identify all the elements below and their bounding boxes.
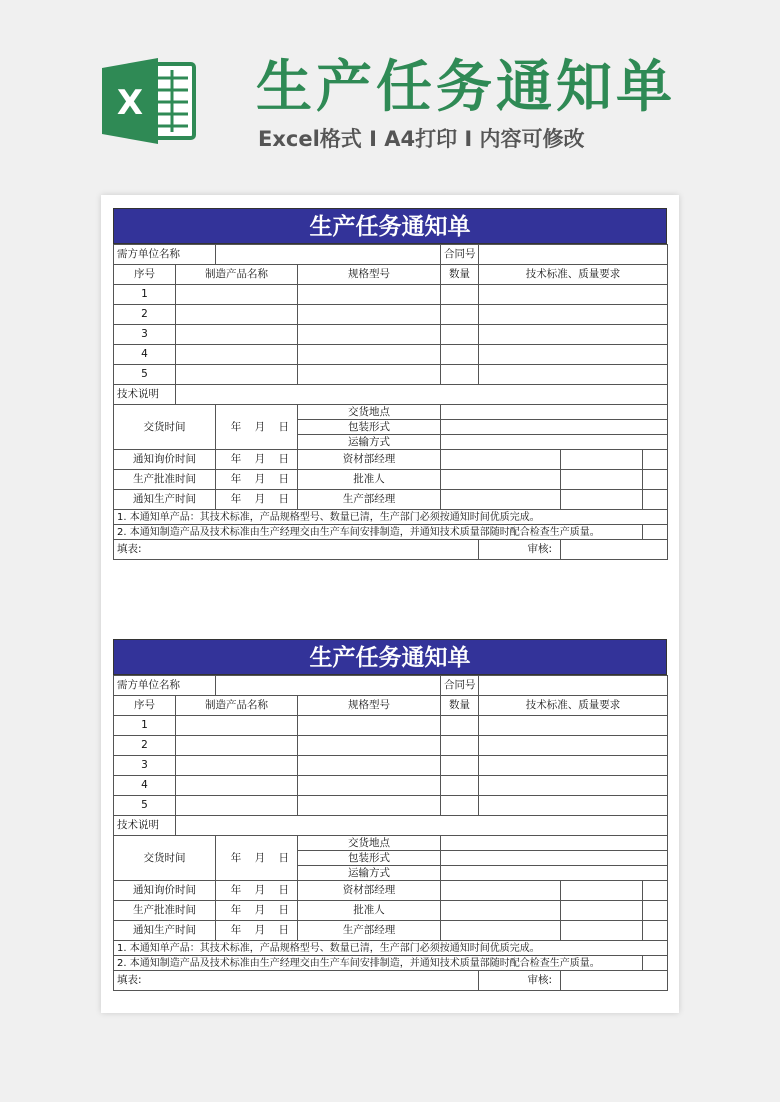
standard-cell[interactable]	[479, 325, 668, 345]
spec-cell[interactable]	[298, 776, 441, 796]
note-1: 1. 本通知单产品：其技术标准，产品规格型号、数量已清，生产部门必须按通知时间优质完成。	[114, 510, 668, 525]
production-manager-field-3[interactable]	[643, 921, 668, 941]
buyer-label: 需方单位名称	[114, 676, 216, 696]
product-cell[interactable]	[176, 365, 298, 385]
table-row	[114, 305, 668, 325]
day-label: 日	[278, 420, 289, 433]
excel-logo-letter: X	[116, 83, 144, 123]
day-label: 日	[278, 924, 289, 936]
day-label: 日	[278, 851, 289, 864]
reviewer-label: 审核:	[479, 971, 561, 991]
product-cell[interactable]	[176, 716, 298, 736]
row-number: 4	[114, 345, 176, 365]
day-label: 日	[278, 884, 289, 896]
buyer-label: 需方单位名称	[114, 245, 216, 265]
col-header-spec: 规格型号	[298, 265, 441, 285]
col-header-product: 制造产品名称	[176, 696, 298, 716]
form-title: 生产任务通知单	[113, 639, 667, 675]
production-manager-field-3[interactable]	[643, 490, 668, 510]
approver-label: 批准人	[298, 901, 441, 921]
table-row	[114, 716, 668, 736]
spec-cell[interactable]	[298, 345, 441, 365]
standard-cell[interactable]	[479, 345, 668, 365]
col-header-spec: 规格型号	[298, 696, 441, 716]
year-label: 年	[230, 420, 242, 433]
inquiry-date-field[interactable]	[216, 881, 298, 901]
tech-notes-label: 技术说明	[114, 816, 176, 836]
contract-field[interactable]	[479, 676, 668, 696]
qty-cell[interactable]	[441, 736, 479, 756]
approval-time-label: 生产批准时间	[114, 901, 216, 921]
production-manager-label: 生产部经理	[298, 490, 441, 510]
delivery-place-label: 交货地点	[298, 836, 441, 851]
delivery-date-field[interactable]	[216, 405, 298, 450]
buyer-field[interactable]	[216, 676, 441, 696]
qty-cell[interactable]	[441, 776, 479, 796]
packaging-field[interactable]	[441, 420, 668, 435]
tech-notes-field[interactable]	[176, 816, 668, 836]
material-manager-label: 资材部经理	[298, 881, 441, 901]
row-number: 3	[114, 325, 176, 345]
material-manager-field-2[interactable]	[561, 450, 643, 470]
note-2: 2. 本通知制造产品及技术标准由生产经理交由生产车间安排制造，并通知技术质量部随时配合检查生产质量。	[114, 525, 643, 540]
qty-cell[interactable]	[441, 796, 479, 816]
excel-logo-icon	[102, 58, 198, 144]
approval-date-field[interactable]	[216, 470, 298, 490]
day-label: 日	[278, 453, 289, 465]
contract-label: 合同号	[441, 676, 479, 696]
col-header-product: 制造产品名称	[176, 265, 298, 285]
col-header-standard: 技术标准、质量要求	[479, 265, 668, 285]
col-header-seq: 序号	[114, 696, 176, 716]
packaging-field[interactable]	[441, 851, 668, 866]
approver-field-3[interactable]	[643, 901, 668, 921]
standard-cell[interactable]	[479, 285, 668, 305]
month-label: 月	[254, 453, 266, 465]
tech-notes-label: 技术说明	[114, 385, 176, 405]
tech-notes-field[interactable]	[176, 385, 668, 405]
month-label: 月	[254, 851, 266, 864]
reviewer-field[interactable]	[561, 971, 668, 991]
transport-label: 运输方式	[298, 866, 441, 881]
row-number: 4	[114, 776, 176, 796]
day-label: 日	[278, 473, 289, 485]
row-number: 1	[114, 716, 176, 736]
production-notice-form-1	[113, 208, 667, 560]
month-label: 月	[254, 884, 266, 896]
production-manager-field[interactable]	[441, 921, 561, 941]
qty-cell[interactable]	[441, 756, 479, 776]
page-subtitle: Excel格式 Ⅰ A4打印 Ⅰ 内容可修改	[258, 127, 585, 151]
standard-cell[interactable]	[479, 736, 668, 756]
qty-cell[interactable]	[441, 285, 479, 305]
month-label: 月	[254, 924, 266, 936]
standard-cell[interactable]	[479, 756, 668, 776]
product-cell[interactable]	[176, 796, 298, 816]
product-cell[interactable]	[176, 285, 298, 305]
row-number: 2	[114, 305, 176, 325]
delivery-time-label: 交货时间	[114, 836, 216, 881]
note-2-extra-cell	[643, 525, 668, 540]
product-cell[interactable]	[176, 345, 298, 365]
product-cell[interactable]	[176, 756, 298, 776]
month-label: 月	[254, 473, 266, 485]
row-number: 5	[114, 796, 176, 816]
standard-cell[interactable]	[479, 796, 668, 816]
packaging-label: 包装形式	[298, 851, 441, 866]
col-header-standard: 技术标准、质量要求	[479, 696, 668, 716]
qty-cell[interactable]	[441, 716, 479, 736]
delivery-place-label: 交货地点	[298, 405, 441, 420]
year-label: 年	[230, 924, 242, 936]
table-row	[114, 345, 668, 365]
year-label: 年	[230, 884, 242, 896]
buyer-field[interactable]	[216, 245, 441, 265]
note-2-extra-cell	[643, 956, 668, 971]
production-notice-form-2	[113, 639, 667, 991]
material-manager-field-3[interactable]	[643, 450, 668, 470]
form-table	[113, 244, 668, 560]
month-label: 月	[254, 904, 266, 916]
page-title: 生产任务通知单	[256, 55, 676, 120]
production-manager-field-2[interactable]	[561, 490, 643, 510]
product-cell[interactable]	[176, 305, 298, 325]
spec-cell[interactable]	[298, 716, 441, 736]
form-table	[113, 675, 668, 991]
contract-field[interactable]	[479, 245, 668, 265]
delivery-place-field[interactable]	[441, 405, 668, 420]
spec-cell[interactable]	[298, 365, 441, 385]
day-label: 日	[278, 904, 289, 916]
material-manager-field[interactable]	[441, 450, 561, 470]
approver-field-2[interactable]	[561, 901, 643, 921]
approver-field-3[interactable]	[643, 470, 668, 490]
production-manager-field[interactable]	[441, 490, 561, 510]
production-notice-time-label: 通知生产时间	[114, 490, 216, 510]
year-label: 年	[230, 851, 242, 864]
spec-cell[interactable]	[298, 325, 441, 345]
col-header-qty: 数量	[441, 265, 479, 285]
spec-cell[interactable]	[298, 796, 441, 816]
table-row	[114, 756, 668, 776]
table-row	[114, 285, 668, 305]
reviewer-label: 审核:	[479, 540, 561, 560]
note-1: 1. 本通知单产品：其技术标准，产品规格型号、数量已清，生产部门必须按通知时间优质完成。	[114, 941, 668, 956]
reviewer-field[interactable]	[561, 540, 668, 560]
contract-label: 合同号	[441, 245, 479, 265]
page-header	[0, 0, 780, 190]
transport-label: 运输方式	[298, 435, 441, 450]
month-label: 月	[254, 420, 266, 433]
delivery-date-field[interactable]	[216, 836, 298, 881]
spec-cell[interactable]	[298, 736, 441, 756]
filler-label: 填表:	[114, 971, 479, 991]
transport-field[interactable]	[441, 866, 668, 881]
product-cell[interactable]	[176, 325, 298, 345]
spec-cell[interactable]	[298, 285, 441, 305]
approver-field[interactable]	[441, 901, 561, 921]
document-sheet	[101, 195, 679, 1013]
table-row	[114, 776, 668, 796]
row-number: 1	[114, 285, 176, 305]
product-cell[interactable]	[176, 736, 298, 756]
delivery-time-label: 交货时间	[114, 405, 216, 450]
col-header-qty: 数量	[441, 696, 479, 716]
day-label: 日	[278, 493, 289, 505]
approver-label: 批准人	[298, 470, 441, 490]
material-manager-field-3[interactable]	[643, 881, 668, 901]
spec-cell[interactable]	[298, 305, 441, 325]
qty-cell[interactable]	[441, 325, 479, 345]
table-row	[114, 325, 668, 345]
packaging-label: 包装形式	[298, 420, 441, 435]
standard-cell[interactable]	[479, 365, 668, 385]
row-number: 3	[114, 756, 176, 776]
table-row	[114, 365, 668, 385]
material-manager-field-2[interactable]	[561, 881, 643, 901]
table-row	[114, 736, 668, 756]
approval-date-field[interactable]	[216, 901, 298, 921]
production-notice-time-label: 通知生产时间	[114, 921, 216, 941]
production-notice-date-field[interactable]	[216, 490, 298, 510]
transport-field[interactable]	[441, 435, 668, 450]
month-label: 月	[254, 493, 266, 505]
approver-field-2[interactable]	[561, 470, 643, 490]
production-manager-field-2[interactable]	[561, 921, 643, 941]
standard-cell[interactable]	[479, 776, 668, 796]
inquiry-time-label: 通知询价时间	[114, 881, 216, 901]
spec-cell[interactable]	[298, 756, 441, 776]
note-2: 2. 本通知制造产品及技术标准由生产经理交由生产车间安排制造，并通知技术质量部随时配合检查生产质量。	[114, 956, 643, 971]
qty-cell[interactable]	[441, 345, 479, 365]
filler-label: 填表:	[114, 540, 479, 560]
delivery-place-field[interactable]	[441, 836, 668, 851]
inquiry-date-field[interactable]	[216, 450, 298, 470]
year-label: 年	[230, 493, 242, 505]
production-manager-label: 生产部经理	[298, 921, 441, 941]
standard-cell[interactable]	[479, 305, 668, 325]
approval-time-label: 生产批准时间	[114, 470, 216, 490]
qty-cell[interactable]	[441, 365, 479, 385]
inquiry-time-label: 通知询价时间	[114, 450, 216, 470]
approver-field[interactable]	[441, 470, 561, 490]
row-number: 5	[114, 365, 176, 385]
year-label: 年	[230, 453, 242, 465]
material-manager-field[interactable]	[441, 881, 561, 901]
year-label: 年	[230, 904, 242, 916]
year-label: 年	[230, 473, 242, 485]
qty-cell[interactable]	[441, 305, 479, 325]
table-row	[114, 796, 668, 816]
row-number: 2	[114, 736, 176, 756]
production-notice-date-field[interactable]	[216, 921, 298, 941]
product-cell[interactable]	[176, 776, 298, 796]
standard-cell[interactable]	[479, 716, 668, 736]
form-title: 生产任务通知单	[113, 208, 667, 244]
material-manager-label: 资材部经理	[298, 450, 441, 470]
col-header-seq: 序号	[114, 265, 176, 285]
